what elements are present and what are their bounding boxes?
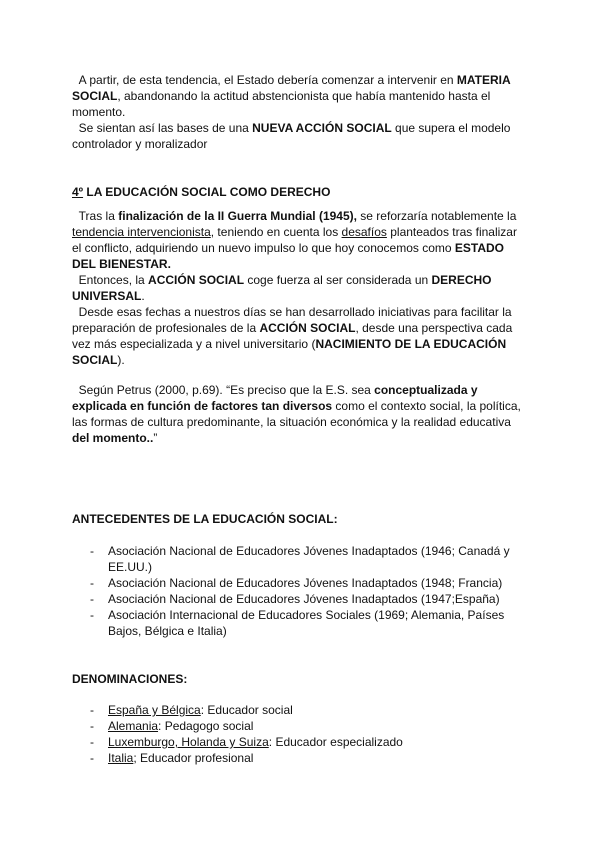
- text: Entonces, la: [78, 273, 149, 287]
- list-item: - Asociación Nacional de Educadores Jóvenes Inadaptados (1947;España): [72, 591, 528, 607]
- underlined-text: tendencia intervencionista: [72, 225, 211, 239]
- intro-paragraph-1: [72, 72, 528, 120]
- section-4-paragraph-1: [72, 208, 528, 272]
- separator: ;: [133, 751, 141, 765]
- text: como el contexto social, la política, las formas de cultura predominante, la situación económica y la realidad educativa: [72, 399, 521, 429]
- bold-text: DERECHO UNIVERSAL: [72, 273, 492, 303]
- role-name: Educador profesional: [140, 751, 254, 765]
- separator: :: [200, 703, 208, 717]
- text: ”: [153, 431, 158, 445]
- text: Tras la: [78, 209, 119, 223]
- underlined-text: desafíos: [341, 225, 387, 239]
- role-name: Educador especializado: [275, 735, 403, 749]
- denominaciones-list: [72, 702, 528, 766]
- antecedentes-list: [72, 543, 528, 639]
- country-name: Luxemburgo, Holanda y Suiza: [108, 735, 269, 749]
- bold-text: MATERIA SOCIAL: [72, 73, 511, 103]
- antecedentes-section: [72, 511, 528, 527]
- antecedentes-list-wrap: [72, 543, 528, 639]
- role-name: Pedagogo social: [164, 719, 254, 733]
- country-name: Italia: [108, 751, 134, 765]
- separator: :: [268, 735, 276, 749]
- text: Desde esas fechas a nuestros días se han desarrollado iniciativas para facilitar la preparación de profesionales de la: [72, 305, 512, 335]
- country-name: Alemania: [108, 719, 159, 733]
- denominaciones-heading: DENOMINACIONES:: [72, 672, 188, 686]
- list-item: [72, 750, 528, 766]
- bold-text: NUEVA ACCIÓN SOCIAL: [252, 121, 392, 135]
- section-4-paragraph-2: [72, 272, 528, 304]
- text: , abandonando la actitud abstencionista que había mantenido hasta el momento.: [72, 89, 491, 119]
- intro-section: [72, 72, 528, 152]
- bold-text: finalización de la II Guerra Mundial (1945),: [118, 209, 357, 223]
- section-4-heading: [72, 184, 528, 200]
- list-item: [72, 734, 528, 750]
- heading-number: 4º: [72, 185, 84, 199]
- text: Según Petrus (2000, p.69). “Es preciso que la E.S. sea: [78, 383, 375, 397]
- bold-text: NACIMIENTO DE LA EDUCACIÓN SOCIAL: [72, 337, 507, 367]
- bold-text: del momento..: [72, 431, 154, 445]
- country-name: España y Bélgica: [108, 703, 201, 717]
- list-item: [72, 702, 528, 718]
- text: planteados tras finalizar el conflicto, adquiriendo un nuevo impulso lo que hoy conocemos como: [72, 225, 517, 255]
- antecedentes-heading: ANTECEDENTES DE LA EDUCACIÓN SOCIAL:: [72, 512, 338, 526]
- petrus-quote: [72, 382, 528, 446]
- bold-text: ESTADO DEL BIENESTAR.: [72, 241, 505, 271]
- text: se reforzaría notablemente la: [356, 209, 517, 223]
- text: Se sientan así las bases de una: [78, 121, 253, 135]
- denominaciones-section: [72, 671, 528, 687]
- section-4-paragraph-4: [72, 382, 528, 446]
- section-4-paragraph-3: [72, 304, 528, 368]
- list-item: - Asociación Nacional de Educadores Jóvenes Inadaptados (1948; Francia): [72, 575, 528, 591]
- section-4: [72, 184, 528, 200]
- text: .: [141, 289, 145, 303]
- text: , desde una perspectiva cada vez más especializada y a nivel universitario (: [72, 321, 513, 351]
- list-item: - Asociación Internacional de Educadores Sociales (1969; Alemania, Países Bajos, Bélgica e Italia): [72, 607, 528, 639]
- role-name: Educador social: [207, 703, 293, 717]
- intro-paragraph-2: [72, 120, 528, 152]
- text: que supera el modelo controlador y moralizador: [72, 121, 511, 151]
- bold-text: conceptualizada y explicada en función de factores tan diversos: [72, 383, 478, 413]
- section-4-body: [72, 208, 528, 368]
- list-item: [72, 718, 528, 734]
- list-item: - Asociación Nacional de Educadores Jóvenes Inadaptados (1946; Canadá y EE.UU.): [72, 543, 528, 575]
- bold-text: ACCIÓN SOCIAL: [259, 321, 356, 335]
- separator: :: [158, 719, 165, 733]
- text: , teniendo en cuenta los: [210, 225, 342, 239]
- bold-text: ACCIÓN SOCIAL: [148, 273, 245, 287]
- heading-text: LA EDUCACIÓN SOCIAL COMO DERECHO: [83, 185, 331, 199]
- text: A partir, de esta tendencia, el Estado debería comenzar a intervenir en: [78, 73, 457, 87]
- denominaciones-list-wrap: [72, 702, 528, 766]
- text: ).: [117, 353, 125, 367]
- text: coge fuerza al ser considerada un: [244, 273, 432, 287]
